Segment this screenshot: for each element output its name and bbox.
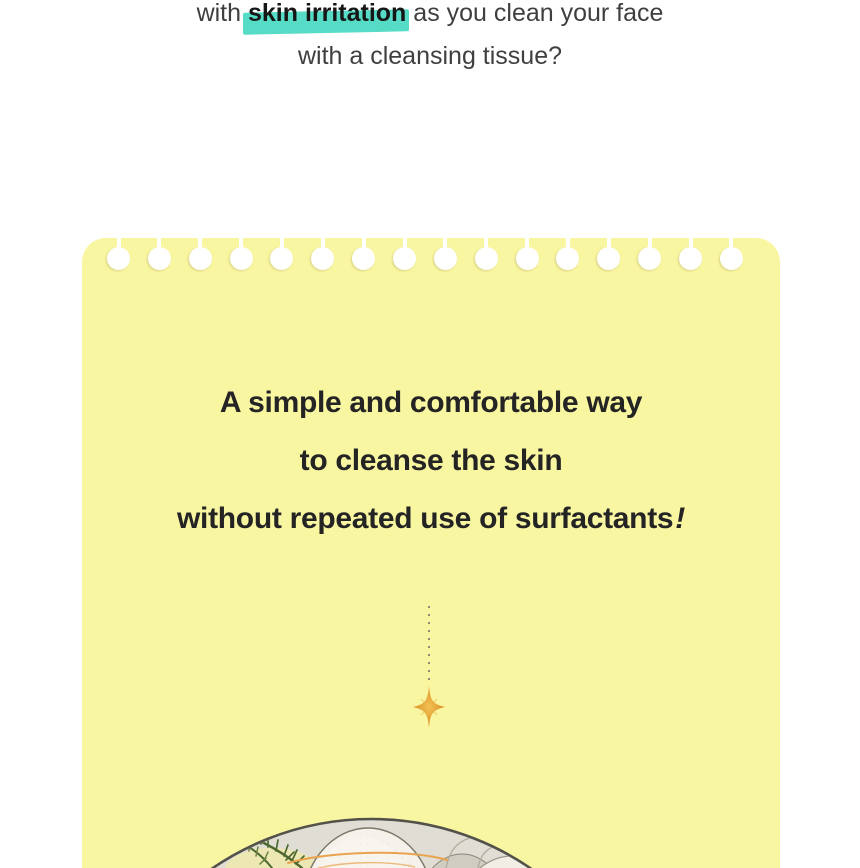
card-headline <box>82 374 780 548</box>
highlighted-phrase: skin irritation <box>247 0 407 27</box>
intro-line-2: with a cleansing tissue? <box>297 42 563 70</box>
intro-text-block <box>0 0 860 78</box>
spiral-hole <box>107 247 130 270</box>
headline-line-1: A simple and comfortable way <box>219 386 643 419</box>
headline-line-2: to cleanse the skin <box>299 444 563 477</box>
headline-line-3 <box>82 490 780 548</box>
intro-line1-suffix: as you clean your face <box>406 0 664 27</box>
intro-line1-prefix: with <box>196 0 248 27</box>
spiral-hole <box>148 247 171 270</box>
spiral-hole <box>352 247 375 270</box>
spiral-hole <box>516 247 539 270</box>
spiral-hole <box>434 247 457 270</box>
sparkle-star <box>413 686 445 728</box>
intro-line-1 <box>0 0 860 35</box>
headline-exclamation: ! <box>675 502 685 535</box>
spiral-holes-row <box>107 247 743 270</box>
spiral-hole <box>475 247 498 270</box>
dotted-divider-line <box>428 606 430 686</box>
spiral-hole <box>189 247 212 270</box>
spiral-hole <box>597 247 620 270</box>
spiral-hole <box>230 247 253 270</box>
headline-line-3-text: without repeated use of surfactants <box>177 502 674 535</box>
spiral-hole <box>311 247 334 270</box>
spiral-hole <box>679 247 702 270</box>
spiral-hole <box>638 247 661 270</box>
cleansing-pads-illustration <box>200 810 560 868</box>
spiral-hole <box>270 247 293 270</box>
sparkle-icon <box>407 683 451 731</box>
spiral-hole <box>556 247 579 270</box>
spiral-hole <box>393 247 416 270</box>
notepad-card <box>82 238 780 868</box>
spiral-hole <box>720 247 743 270</box>
